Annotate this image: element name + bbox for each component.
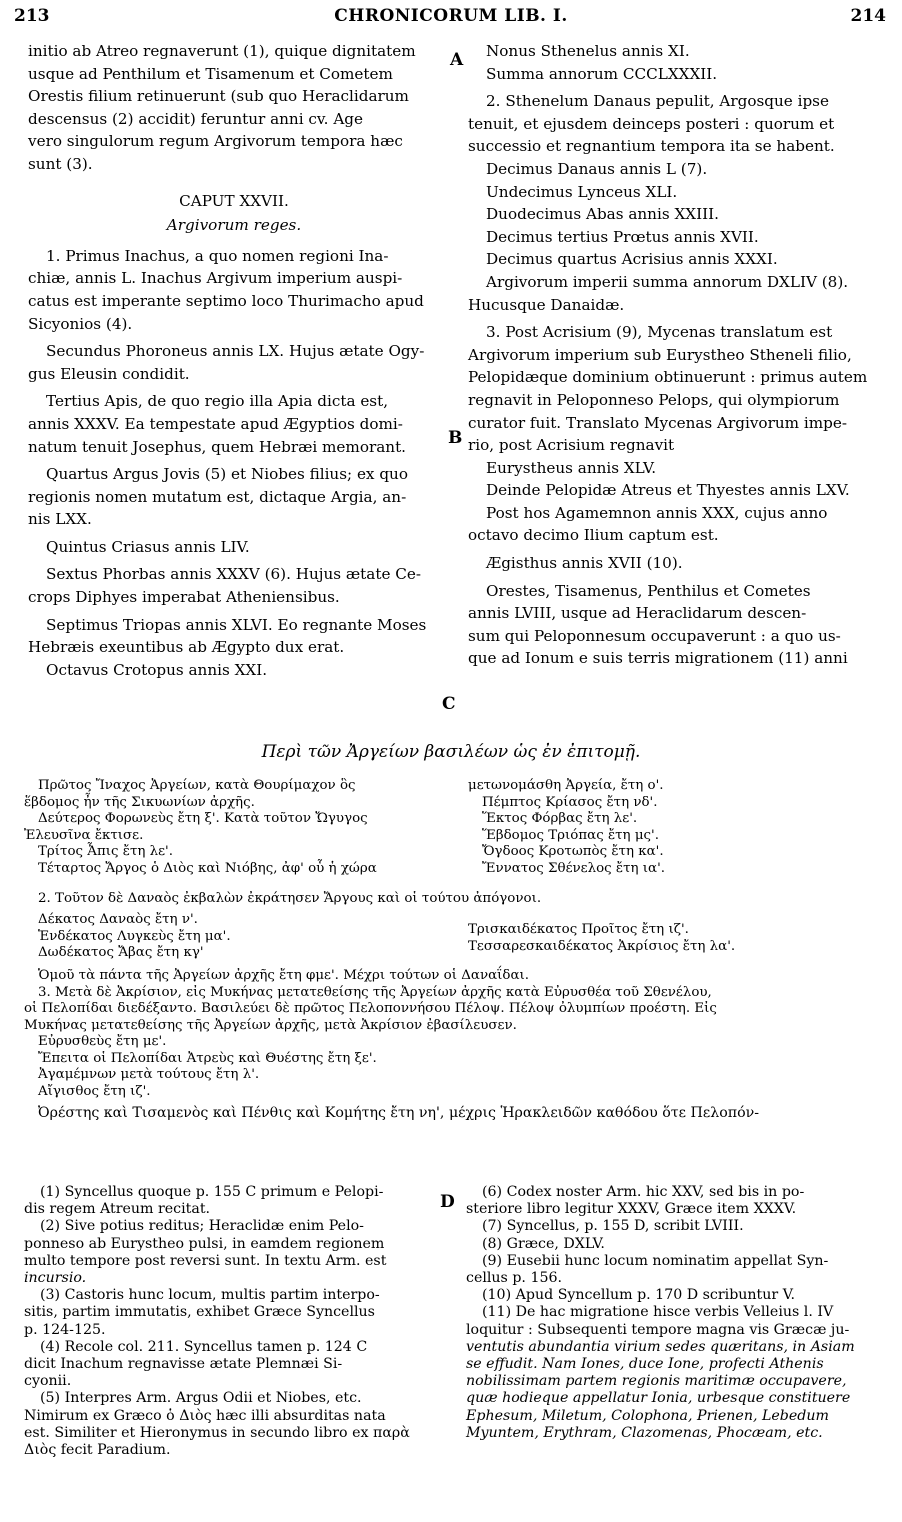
footnote-line: Nimirum ex Græco ὁ Διὸς hæc illi absurditas nata: [24, 1407, 386, 1424]
text-line: Argivorum imperium sub Eurystheo Stheneli filio,: [468, 345, 852, 364]
margin-letter-b: B: [448, 428, 463, 448]
chapter-heading: CAPUT XXVII.: [179, 191, 289, 210]
king-line: Decimus quartus Acrisius annis XXXI.: [486, 250, 778, 269]
greek-line: Εὐρυσθεὺς ἔτη με'.: [38, 1034, 167, 1049]
intro-line: initio ab Atreo regnaverunt (1), quique dignitatem: [28, 42, 416, 60]
footnote-line: cyonii.: [24, 1373, 72, 1390]
footnote-line: dicit Inachum regnavisse ætate Plemnæi Si-: [24, 1356, 343, 1373]
king-line: Summa annorum CCCLXXXII.: [486, 64, 718, 83]
greek-line: οἱ Πελοπίδαι διεδέξαντο. Βασιλεύει δὲ πρῶτος Πελοποννήσου Πέλοψ. Πέλοψ ὀλυμπίων προέστη. Εἰς: [24, 1001, 717, 1016]
footnotes-left: [24, 1184, 434, 1459]
footnote-line: (5) Interpres Arm. Argus Odii et Niobes, etc.: [40, 1390, 362, 1407]
footnote-line: multo tempore post reversi sunt. In textu Arm. est: [24, 1252, 387, 1269]
intro-line: Orestis filium retinuerunt (sub quo Heraclidarum: [28, 87, 409, 106]
intro-line: usque ad Penthilum et Tisamenum et Cometem: [28, 64, 393, 83]
footnote-line: cellus p. 156.: [466, 1270, 563, 1287]
footnote-line: Διὸς fecit Paradium.: [24, 1442, 171, 1459]
greek-line: Ἔπειτα οἱ Πελοπίδαι Ἀτρεὺς καὶ Θυέστης ἔτη ξε'.: [38, 1050, 377, 1066]
footnote-line: (6) Codex noster Arm. hic XXV, sed bis in po-: [482, 1184, 805, 1200]
footnotes-right: [466, 1184, 882, 1442]
margin-letter-c: C: [442, 694, 456, 714]
greek-left-block-2: [24, 912, 444, 962]
text-line: regnavit in Peloponneso Pelops, qui olympiorum: [468, 390, 840, 409]
greek-line: μετωνομάσθη Ἀργεία, ἔτη ο'.: [468, 778, 664, 793]
margin-letter-a: A: [450, 50, 464, 70]
king-line: Nonus Sthenelus annis XI.: [486, 42, 690, 60]
text-line: Orestes, Tisamenus, Penthilus et Cometes: [486, 581, 811, 600]
chapter-subtitle: Argivorum reges.: [166, 216, 302, 235]
footnote-line: quæ hodieque appellatur Ionia, urbesque constituere: [466, 1390, 851, 1407]
text-line: Quintus Criasus annis LIV.: [46, 537, 250, 556]
footnote-line: (4) Recole col. 211. Syncellus tamen p. 124 C: [40, 1338, 368, 1355]
footnote-line: ponneso ab Eurystheo pulsi, in eamdem regionem: [24, 1235, 385, 1252]
greek-line: Ἑνδέκατος Λυγκεὺς ἔτη μα'.: [38, 928, 231, 944]
king-line: Post hos Agamemnon annis XXX, cujus anno: [486, 503, 828, 522]
king-line: Ægisthus annis XVII (10).: [486, 554, 683, 573]
greek-line: Ὄγδοος Κροτωπὸς ἔτη κα'.: [482, 844, 664, 859]
footnote-line: incursio.: [24, 1270, 87, 1287]
footnote-line: (11) De hac migratione hisce verbis Velleius l. IV: [482, 1304, 834, 1321]
greek-line: Ὀρέστης καὶ Τισαμενὸς καὶ Πένθις καὶ Κομήτης ἔτη νη', μέχρις Ἡρακλειδῶν καθόδου ὅτε Πελοπόν-: [38, 1105, 760, 1121]
greek-section-title: Περὶ τῶν Ἀργείων βασιλέων ὡς ἐν ἐπιτομῇ.: [261, 742, 641, 762]
footnote-line: (8) Græce, DXLV.: [482, 1235, 605, 1252]
king-line: Deinde Pelopidæ Atreus et Thyestes annis LXV.: [486, 481, 850, 500]
text-line: rio, post Acrisium regnavit: [468, 436, 675, 455]
greek-line: Τρισκαιδέκατος Προῖτος ἔτη ιζ'.: [468, 922, 689, 937]
text-line: Pelopidæque dominium obtinuerunt : primus autem: [468, 368, 868, 387]
text-line: 1. Primus Inachus, a quo nomen regioni Ina-: [46, 246, 389, 265]
footnote-line: Ephesum, Miletum, Colophona, Prienen, Lebedum: [466, 1407, 829, 1424]
text-line: octavo decimo Ilium captum est.: [468, 526, 719, 545]
text-line: curator fuit. Translato Mycenas Argivorum impe-: [468, 413, 847, 432]
intro-line: sunt (3).: [28, 154, 93, 173]
greek-line: Δέκατος Δαναὸς ἔτη ν'.: [38, 912, 198, 927]
text-line: Septimus Triopas annis XLVI. Eo regnante Moses: [46, 615, 427, 634]
greek-line: Δωδέκατος Ἄβας ἔτη κγ': [38, 945, 204, 960]
text-line: crops Diphyes imperabat Atheniensibus.: [28, 588, 340, 607]
king-line: Undecimus Lynceus XLI.: [486, 182, 678, 201]
footnote-line: dis regem Atreum recitat.: [24, 1201, 211, 1218]
text-line: Argivorum imperii summa annorum DXLIV (8).: [486, 272, 849, 291]
intro-line: descensus (2) accidit) feruntur anni cv. Age: [28, 109, 363, 128]
text-line: catus est imperante septimo loco Thurimacho apud: [28, 291, 424, 310]
footnote-line: se effudit. Nam Iones, duce Ione, profecti Athenis: [466, 1356, 824, 1373]
footnote-line: Myuntem, Erythram, Clazomenas, Phocæam, etc.: [466, 1424, 823, 1441]
footnote-line: steriore libro legitur XXXV, Græce item XXXV.: [466, 1201, 797, 1218]
text-line: que ad Ionum e suis terris migrationem (11) anni: [468, 649, 848, 668]
right-column: [468, 40, 880, 670]
text-line: Hebræis exeuntibus ab Ægypto dux erat.: [28, 638, 345, 657]
greek-line: ἕβδομος ἦν τῆς Σικυωνίων ἀρχῆς.: [24, 794, 255, 810]
greek-line: Ἕβδομος Τριόπας ἔτη μς'.: [482, 827, 659, 843]
text-line: chiæ, annis L. Inachus Argivum imperium auspi-: [28, 269, 403, 288]
footnote-line: (1) Syncellus quoque p. 155 C primum e Pelopi-: [40, 1184, 384, 1200]
page-number-right: 214: [850, 6, 886, 26]
margin-letter-d: D: [440, 1192, 455, 1212]
footnote-line: est. Similiter et Hieronymus in secundo libro ex παρὰ: [24, 1424, 410, 1441]
footnote-line: (2) Sive potius reditus; Heraclidæ enim Pelo-: [40, 1218, 364, 1235]
king-line: Decimus tertius Prœtus annis XVII.: [486, 227, 759, 246]
footnote-line: (10) Apud Syncellum p. 170 D scribuntur V.: [482, 1287, 795, 1304]
greek-line: Ὁμοῦ τὰ πάντα τῆς Ἀργείων ἀρχῆς ἔτη φμε'. Μέχρι τούτων οἱ Δαναΐδαι.: [38, 968, 529, 983]
greek-line-text: 2. Τοῦτον δὲ Δαναὸς ἐκβαλὼν ἐκράτησεν Ἄργους καὶ οἱ τούτου ἀπόγονοι.: [38, 891, 542, 906]
text-line: sum qui Peloponnesum occupaverunt : a quo us-: [468, 626, 841, 645]
text-line: nis LXX.: [28, 510, 92, 529]
text-line: annis LVIII, usque ad Heraclidarum descen-: [468, 604, 807, 623]
greek-bottom-block: [24, 968, 880, 1122]
text-line: Secundus Phoroneus annis LX. Hujus ætate Ogy-: [46, 342, 425, 361]
greek-line: Ἕκτος Φόρβας ἔτη λε'.: [482, 811, 638, 826]
text-line: Sicyonios (4).: [28, 314, 133, 333]
text-line: Hucusque Danaidæ.: [468, 295, 625, 314]
footnote-line: sitis, partim immutatis, exhibet Græce Syncellus: [24, 1304, 375, 1321]
text-line: Quartus Argus Jovis (5) et Niobes filius; ex quo: [46, 465, 408, 484]
greek-line: Τέταρτος Ἄργος ὁ Διὸς καὶ Νιόβης, ἀφ' οὗ ἡ χώρα: [38, 860, 377, 876]
greek-left-block: [24, 778, 454, 877]
text-line: gus Eleusin condidit.: [28, 364, 190, 383]
page-number-left: 213: [14, 6, 50, 26]
text-line: Sextus Phorbas annis XXXV (6). Hujus ætate Ce-: [46, 565, 421, 584]
text-line: regionis nomen mutatum est, dictaque Argia, an-: [28, 487, 407, 506]
greek-right-block-2: [468, 922, 888, 955]
king-line: Duodecimus Abas annis XXIII.: [486, 205, 719, 224]
greek-line: Αἴγισθος ἔτη ιζ'.: [38, 1083, 151, 1099]
text-line: 2. Sthenelum Danaus pepulit, Argosque ipse: [486, 92, 829, 111]
greek-line: Μυκήνας μετατεθείσης τῆς Ἀργείων ἀρχῆς, μετὰ Ἀκρίσιον ἐβασίλευσεν.: [24, 1017, 517, 1033]
running-title: CHRONICORUM LIB. I.: [334, 6, 568, 26]
greek-line: 3. Μετὰ δὲ Ἀκρίσιον, εἰς Μυκήνας μετατεθείσης τῆς Ἀργείων ἀρχῆς κατὰ Εὐρυσθέα τοῦ Σθενέλου,: [38, 984, 712, 1000]
greek-right-block: [468, 778, 888, 877]
left-column: [28, 40, 440, 681]
text-line: 3. Post Acrisium (9), Mycenas translatum est: [486, 323, 833, 342]
intro-line: vero singulorum regum Argivorum tempora hæc: [28, 132, 403, 151]
greek-line: Τεσσαρεσκαιδέκατος Ἀκρίσιος ἔτη λα'.: [468, 938, 736, 954]
text-line: Octavus Crotopus annis XXI.: [46, 660, 268, 679]
text-line: Tertius Apis, de quo regio illa Apia dicta est,: [46, 392, 389, 411]
greek-line: Δεύτερος Φορωνεὺς ἔτη ξ'. Κατὰ τοῦτον Ὤγυγος: [38, 811, 368, 826]
greek-line: Πρῶτος Ἴναχος Ἀργείων, κατὰ Θουρίμαχον ὃς: [38, 778, 356, 793]
greek-line: Πέμπτος Κρίασος ἔτη νδ'.: [482, 794, 658, 810]
king-line: Eurystheus annis XLV.: [486, 458, 657, 477]
footnote-line: p. 124-125.: [24, 1321, 106, 1338]
footnote-line: nobilissimam partem regionis maritimæ occupavere,: [466, 1373, 847, 1390]
footnote-line: (3) Castoris hunc locum, multis partim interpo-: [40, 1287, 380, 1304]
greek-line: Τρίτος Ἆπις ἔτη λε'.: [38, 844, 173, 859]
text-line: annis XXXV. Ea tempestate apud Ægyptios domi-: [28, 414, 403, 433]
text-line: natum tenuit Josephus, quem Hebræi memorant.: [28, 437, 406, 456]
footnote-line: (7) Syncellus, p. 155 D, scribit LVIII.: [482, 1218, 744, 1235]
greek-line: [24, 891, 880, 908]
footnote-line: loquitur : Subsequenti tempore magna vis Græcæ ju-: [466, 1321, 850, 1338]
greek-line: Ἔννατος Σθένελος ἔτη ια'.: [482, 860, 666, 876]
greek-line: Ἐλευσῖνα ἔκτισε.: [24, 827, 144, 843]
text-line: successio et regnantium tempora ita se habent.: [468, 137, 835, 156]
text-line: tenuit, et ejusdem deinceps posteri : quorum et: [468, 114, 835, 133]
footnote-line: ventutis abundantia virium sedes quæritans, in Asiam: [466, 1338, 855, 1355]
greek-line: Ἀγαμέμνων μετὰ τούτους ἔτη λ'.: [38, 1067, 260, 1082]
king-line: Decimus Danaus annis L (7).: [486, 159, 708, 178]
footnote-line: (9) Eusebii hunc locum nominatim appellat Syn-: [482, 1252, 829, 1269]
